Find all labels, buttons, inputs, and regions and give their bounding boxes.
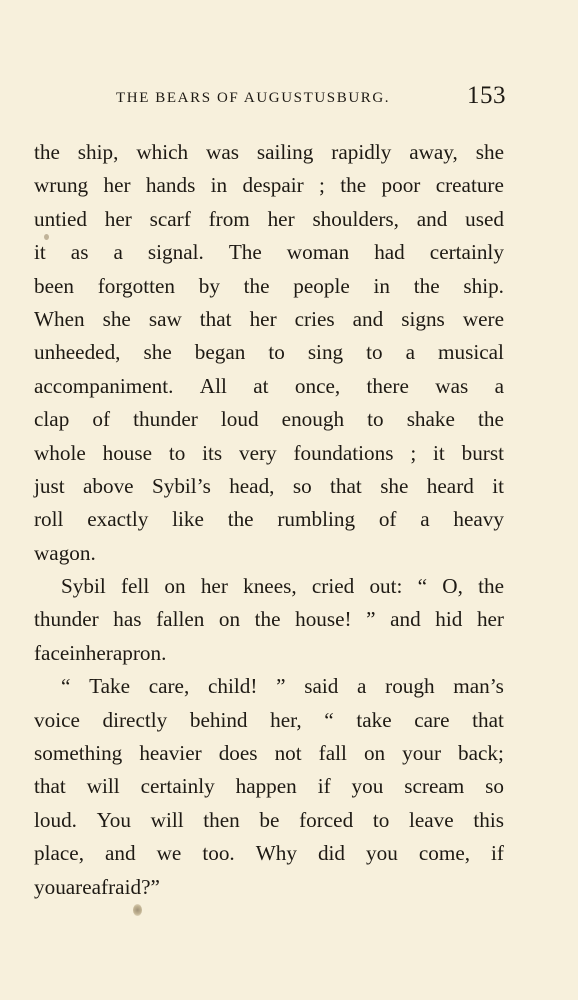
- word: hid: [435, 607, 463, 632]
- text-line: [34, 203, 504, 236]
- word: her: [104, 206, 132, 231]
- word: the: [254, 607, 281, 632]
- word: away,: [409, 140, 458, 164]
- word: the: [413, 273, 440, 298]
- word: enough: [281, 407, 345, 432]
- word: When: [34, 306, 85, 331]
- text-line: [34, 470, 504, 503]
- word: it: [433, 440, 445, 465]
- word: a: [494, 373, 504, 398]
- text-line: [34, 136, 504, 169]
- word: wagon.: [34, 540, 96, 565]
- word: it: [34, 240, 46, 265]
- word: which: [136, 140, 189, 164]
- word: take: [356, 707, 392, 732]
- word: the: [478, 407, 504, 432]
- word: ?: [141, 874, 151, 899]
- word: to: [367, 407, 384, 432]
- word: will: [150, 807, 184, 832]
- word: child!: [207, 674, 258, 699]
- word: happen: [235, 774, 297, 799]
- word: exactly: [87, 507, 149, 532]
- body-text: [34, 136, 504, 904]
- word: man’s: [453, 674, 504, 699]
- word: too.: [202, 841, 235, 866]
- word: you: [34, 874, 66, 899]
- word: her: [476, 607, 504, 632]
- word: that: [472, 707, 504, 732]
- word: and: [390, 607, 421, 632]
- word: house: [102, 440, 153, 465]
- word: had: [374, 240, 405, 265]
- word: thunder: [133, 407, 198, 432]
- text-line: [34, 403, 504, 436]
- word: she: [102, 306, 131, 331]
- word: cried: [311, 574, 355, 599]
- word: just: [34, 473, 65, 498]
- word: Sybil’s: [151, 473, 211, 498]
- word: You: [96, 807, 131, 832]
- word: were: [462, 306, 504, 331]
- word: began: [194, 340, 246, 365]
- word: leave: [408, 807, 454, 832]
- word: saw: [148, 306, 182, 331]
- word: fallen: [156, 607, 205, 632]
- word: the: [227, 507, 254, 532]
- word: directly: [102, 707, 168, 732]
- word: fell: [120, 574, 150, 599]
- word: a: [405, 340, 416, 365]
- word: you: [366, 841, 398, 866]
- word: it: [492, 473, 504, 498]
- word: was: [435, 373, 469, 398]
- word: behind: [189, 707, 248, 732]
- word: woman: [286, 240, 350, 265]
- text-line: [34, 270, 504, 303]
- word: and: [352, 306, 384, 331]
- word: despair: [242, 173, 304, 198]
- ink-blot: [133, 904, 142, 916]
- word: the: [478, 574, 504, 599]
- word: scarf: [149, 206, 191, 231]
- word: that: [330, 473, 362, 498]
- word: foundations: [293, 440, 394, 465]
- word: back;: [458, 741, 504, 766]
- word: in: [69, 640, 86, 665]
- word: to: [372, 807, 390, 832]
- word: rough: [385, 674, 435, 699]
- word: ;: [319, 173, 325, 198]
- word: ”: [276, 674, 286, 699]
- word: the: [34, 140, 60, 164]
- text-line: [34, 503, 504, 536]
- word: she: [380, 473, 409, 498]
- word: sailing: [256, 140, 314, 164]
- word: ;: [410, 440, 417, 465]
- word: wrung: [34, 173, 89, 198]
- word: a: [113, 240, 123, 265]
- word: “: [61, 674, 71, 699]
- word: hands: [145, 173, 196, 198]
- word: the: [340, 173, 367, 198]
- word: sing: [307, 340, 344, 365]
- word: All: [199, 373, 227, 398]
- word: be: [259, 807, 280, 832]
- text-line: [34, 537, 504, 570]
- word: above: [82, 473, 134, 498]
- word: a: [420, 507, 430, 532]
- word: roll: [34, 507, 64, 532]
- word: signs: [401, 306, 445, 331]
- word: Sybil: [61, 574, 106, 599]
- word: if: [317, 774, 331, 799]
- text-line: [34, 637, 504, 670]
- word: she: [475, 140, 504, 164]
- word: fall: [318, 741, 347, 766]
- text-line: [34, 704, 504, 737]
- word: are: [65, 874, 92, 899]
- word: to: [366, 340, 383, 365]
- word: her: [200, 574, 228, 599]
- word: her: [267, 206, 295, 231]
- word: shoulders,: [312, 206, 399, 231]
- word: The: [228, 240, 262, 265]
- word: so: [485, 774, 504, 799]
- word: this: [473, 807, 504, 832]
- word: said: [304, 674, 339, 699]
- page-number: 153: [467, 82, 506, 109]
- text-line: [34, 570, 504, 603]
- word: head,: [229, 473, 275, 498]
- word: place,: [34, 841, 84, 866]
- word: accompaniment.: [34, 373, 174, 398]
- word: if: [491, 841, 504, 866]
- word: care: [414, 707, 450, 732]
- word: her,: [270, 707, 302, 732]
- word: knees,: [243, 574, 297, 599]
- word: her: [103, 173, 131, 198]
- word: so: [292, 473, 312, 498]
- word: your: [402, 741, 441, 766]
- word: certainly: [429, 240, 504, 265]
- word: heard: [426, 473, 474, 498]
- word: burst: [461, 440, 504, 465]
- word: to: [168, 440, 186, 465]
- word: that: [34, 774, 66, 799]
- word: as: [70, 240, 89, 265]
- text-line: [34, 670, 504, 703]
- word: the: [243, 273, 270, 298]
- word: scream: [404, 774, 465, 799]
- word: by: [198, 273, 220, 298]
- word: rapidly: [331, 140, 392, 164]
- word: on: [164, 574, 186, 599]
- word: her: [85, 640, 113, 665]
- word: afraid: [91, 874, 142, 899]
- text-line: [34, 737, 504, 770]
- word: O,: [442, 574, 463, 599]
- word: shake: [406, 407, 455, 432]
- word: something: [34, 741, 123, 766]
- text-line: [34, 871, 504, 904]
- word: from: [208, 206, 250, 231]
- running-title: THE BEARS OF AUGUSTUSBURG.: [116, 90, 391, 106]
- word: whole: [34, 440, 86, 465]
- word: in: [210, 173, 228, 198]
- word: care,: [148, 674, 190, 699]
- word: has: [113, 607, 142, 632]
- word: clap: [34, 407, 70, 432]
- word: and: [416, 206, 448, 231]
- word: at: [253, 373, 269, 398]
- word: to: [268, 340, 285, 365]
- word: ship,: [77, 140, 119, 164]
- word: “: [324, 707, 334, 732]
- word: once,: [294, 373, 341, 398]
- word: not: [274, 741, 302, 766]
- word: rumbling: [277, 507, 356, 532]
- word: ship.: [463, 273, 504, 298]
- word: of: [92, 407, 111, 432]
- text-line: [34, 437, 504, 470]
- word: on: [363, 741, 386, 766]
- word: a: [357, 674, 367, 699]
- word: poor: [381, 173, 421, 198]
- word: Why: [255, 841, 297, 866]
- word: out:: [369, 574, 403, 599]
- word: did: [317, 841, 346, 866]
- word: untied: [34, 206, 87, 231]
- word: creature: [435, 173, 504, 198]
- text-line: [34, 370, 504, 403]
- word: forgotten: [97, 273, 176, 298]
- word: thunder: [34, 607, 99, 632]
- word: then: [203, 807, 240, 832]
- text-line: [34, 169, 504, 202]
- word: in: [373, 273, 390, 298]
- word: come,: [418, 841, 471, 866]
- word: its: [202, 440, 223, 465]
- word: Take: [89, 674, 130, 699]
- text-line: [34, 804, 504, 837]
- word: that: [199, 306, 232, 331]
- word: we: [156, 841, 182, 866]
- word: certainly: [140, 774, 215, 799]
- word: face: [34, 640, 70, 665]
- word: ”: [366, 607, 376, 632]
- word: apron.: [112, 640, 167, 665]
- text-line: [34, 336, 504, 369]
- word: unheeded,: [34, 340, 121, 365]
- word: musical: [438, 340, 504, 365]
- word: and: [105, 841, 136, 866]
- word: voice: [34, 707, 80, 732]
- word: very: [238, 440, 277, 465]
- word: there: [366, 373, 409, 398]
- word: her: [249, 306, 277, 331]
- text-line: [34, 303, 504, 336]
- text-line: [34, 603, 504, 636]
- word: of: [378, 507, 397, 532]
- word: used: [465, 206, 504, 231]
- word: does: [218, 741, 258, 766]
- text-line: [34, 770, 504, 803]
- word: forced: [299, 807, 354, 832]
- word: people: [293, 273, 350, 298]
- word: she: [143, 340, 172, 365]
- word: cries: [294, 306, 335, 331]
- word: house!: [295, 607, 352, 632]
- word: you: [351, 774, 384, 799]
- word: will: [86, 774, 120, 799]
- word: heavier: [139, 741, 202, 766]
- word: loud: [220, 407, 259, 432]
- word: heavy: [453, 507, 504, 532]
- running-head: [116, 82, 506, 112]
- word: like: [172, 507, 204, 532]
- text-line: [34, 837, 504, 870]
- text-line: [34, 236, 504, 269]
- word: “: [417, 574, 428, 599]
- word: on: [218, 607, 241, 632]
- word: ”: [150, 874, 160, 899]
- word: been: [34, 273, 74, 298]
- word: signal.: [147, 240, 204, 265]
- word: was: [206, 140, 239, 164]
- word: loud.: [34, 807, 77, 832]
